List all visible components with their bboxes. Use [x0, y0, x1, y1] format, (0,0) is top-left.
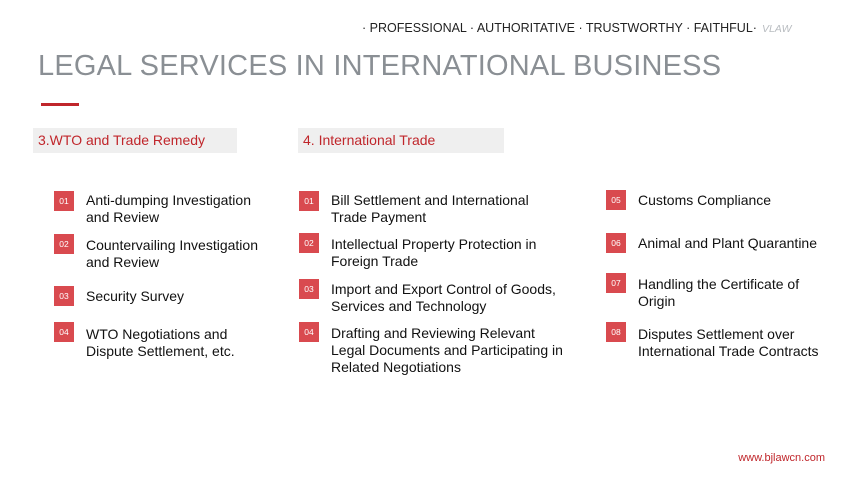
list-item: Intellectual Property Protection in Foreign Trade — [331, 236, 537, 269]
list-item: Handling the Certificate of Origin — [638, 276, 800, 309]
tagline-text: · PROFESSIONAL · AUTHORITATIVE · TRUSTWORTHY · FAITHFUL· — [362, 21, 757, 35]
item-number-badge: 02 — [299, 233, 319, 253]
item-number-badge: 03 — [54, 286, 74, 306]
item-number-badge: 04 — [54, 322, 74, 342]
item-number-badge: 03 — [299, 279, 319, 299]
list-item: Animal and Plant Quarantine — [638, 235, 817, 251]
item-number-badge: 01 — [299, 191, 319, 211]
list-item: Countervailing Investigation and Review — [86, 237, 258, 270]
list-item: Anti-dumping Investigation and Review — [86, 192, 251, 225]
item-number-badge: 08 — [606, 322, 626, 342]
page-title: LEGAL SERVICES IN INTERNATIONAL BUSINESS — [38, 50, 722, 82]
title-accent-bar — [41, 103, 79, 106]
item-number-badge: 04 — [299, 322, 319, 342]
section-header-wto: 3.WTO and Trade Remedy — [33, 128, 237, 153]
item-number-badge: 06 — [606, 233, 626, 253]
list-item: Import and Export Control of Goods, Services and Technology — [331, 281, 556, 314]
list-item: Customs Compliance — [638, 192, 772, 208]
list-item: Bill Settlement and International Trade Payment — [331, 192, 529, 225]
footer-website-link[interactable]: www.bjlawcn.com — [738, 452, 825, 464]
list-item: Security Survey — [86, 288, 185, 304]
item-number-badge: 07 — [606, 273, 626, 293]
list-item: WTO Negotiations and Dispute Settlement, etc. — [86, 326, 235, 359]
item-number-badge: 05 — [606, 190, 626, 210]
item-number-badge: 02 — [54, 234, 74, 254]
brand-mark: VLAW — [761, 23, 792, 35]
section-header-international-trade: 4. International Trade — [298, 128, 504, 153]
item-number-badge: 01 — [54, 191, 74, 211]
list-item: Drafting and Reviewing Relevant Legal Documents and Participating in Related Negotiations — [331, 325, 563, 375]
list-item: Disputes Settlement over International Trade Contracts — [638, 326, 819, 359]
tagline — [362, 21, 792, 35]
